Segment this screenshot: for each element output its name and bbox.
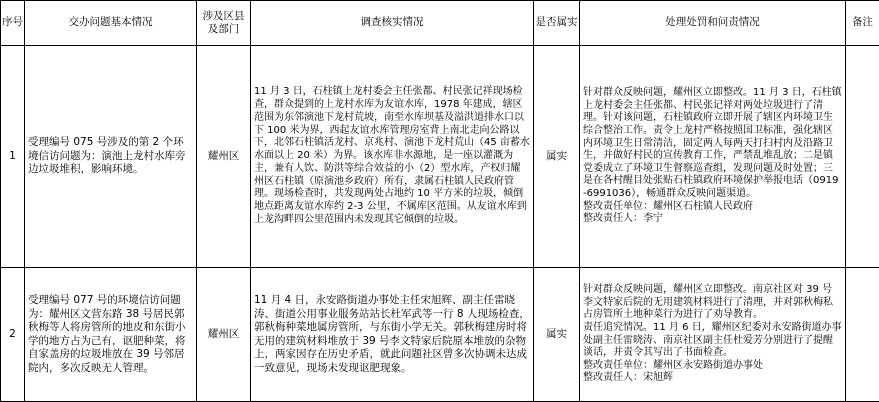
- row-verified: 属实: [534, 268, 580, 402]
- handling-accountability: 责任追究情况。11 月 6 日，耀州区纪委对永安路街道办事处副主任雷晓涛、南京社区副主任杜爱芳分别进行了提醒谈话，并责令其写出了书面检查。: [583, 322, 842, 360]
- handling-unit: 整改责任单位：耀州区石柱镇人民政府: [583, 201, 842, 214]
- handling-person: 整改责任人：宋旭辉: [583, 372, 842, 385]
- header-row: [1, 1, 879, 46]
- table-row: [1, 46, 879, 268]
- header-verified: 是否属实: [534, 1, 580, 46]
- row-investigation: 11 月 3 日，石柱镇上龙村委会主任张都、村民张记祥现场检查，群众提到的上龙村水库为友谊水库，1978 年建成，辖区范围为东邻演池下龙村荒坡，南至水库坝基及溢洪道排水口以下 100 米为界，西起友谊水库管理房室背上南北走向公路以下，北邻石柱镇活龙村、京兆村、演池下龙村荒山（45 亩蓄水水面以上 20 米）为界。该水库非水源地，是一座以灌溉为主，兼有人饮、防洪等综合效益的小（2）型水库，产权归耀州区石柱镇（原演池乡政府）所有，隶属石柱镇人民政府管理。现场检查时，共发现两处占地约 10 平方米的垃圾，倾倒地点距离友谊水库约 2-3 公里，不属库区范围。从友谊水库到上龙沟畔四公里范围内未发现其它倾倒的垃圾。: [251, 46, 534, 268]
- header-remark: 备注: [846, 1, 879, 46]
- header-district: 涉及区县及部门: [197, 1, 251, 46]
- row-verified: 属实: [534, 46, 580, 268]
- row-district: 耀州区: [197, 268, 251, 402]
- header-investigation: 调查核实情况: [251, 1, 534, 46]
- row-handling: [580, 268, 846, 402]
- row-problem: 受理编号 075 号涉及的第 2 个环境信访问题为：演池上龙村水库旁边垃圾堆积，影响环境。: [25, 46, 197, 268]
- header-handling: 处理处罚和问责情况: [580, 1, 846, 46]
- row-investigation: 11 月 4 日，永安路街道办事处主任宋旭辉、副主任雷晓涛、街道公用事业服务站站长杜军武等一行 8 人现场检查，郭秋梅种菜地属房管所，与东街小学无关。郭秋梅建房时将无用的建筑材料堆放于 39 号李文特家后院原本堆放的杂物上，两家因存在历史矛盾，就此问题社区曾多次协调未达成一致意见，现场未发现讴肥现象。: [251, 268, 534, 402]
- row-district: 耀州区: [197, 46, 251, 268]
- row-remark: [846, 46, 879, 268]
- header-seq: 序号: [1, 1, 25, 46]
- row-seq: 2: [1, 268, 25, 402]
- row-handling: [580, 46, 846, 268]
- handling-text: 针对群众反映问题，耀州区立即整改。11 月 3 日，石柱镇上龙村委会主任张都、村民张记祥对两处垃圾进行了清理。针对该问题，石柱镇政府立即开展了辖区内环境卫生综合整治工作。责令上龙村严格按照国卫标准，强化辖区内环境卫生日常清洁，固定两人每两天打扫村内及沿路卫生，并做好村民的宣传教育工作，严禁乱堆乱放；二是镇党委成立了环境卫生督察巡查组，发现问题及时处置；三是在各村醒目处张贴石柱镇政府环境保护举报电话（0919-6991036），畅通群众反映问题渠道。: [583, 87, 842, 200]
- row-problem: 受理编号 077 号的环境信访问题为：耀州区文营东路 38 号居民郭秋梅等人将房管所的地皮和东街小学的地方占为己有，讴肥种菜，将自家盖房的垃圾堆放在 39 号邻居院内，多次反映无人管理。: [25, 268, 197, 402]
- header-problem: 交办问题基本情况: [25, 1, 197, 46]
- handling-unit: 整改责任单位：耀州区永安路街道办事处: [583, 360, 842, 373]
- table-row: [1, 268, 879, 402]
- handling-person: 整改责任人：李宁: [583, 213, 842, 226]
- handling-text: 针对群众反映问题，耀州区立即整改。南京社区对 39 号李文特家后院的无用建筑材料进行了清理，并对郭秋梅私占房管所土地种菜行为进行了劝导教育。: [583, 284, 842, 322]
- row-seq: 1: [1, 46, 25, 268]
- row-remark: [846, 268, 879, 402]
